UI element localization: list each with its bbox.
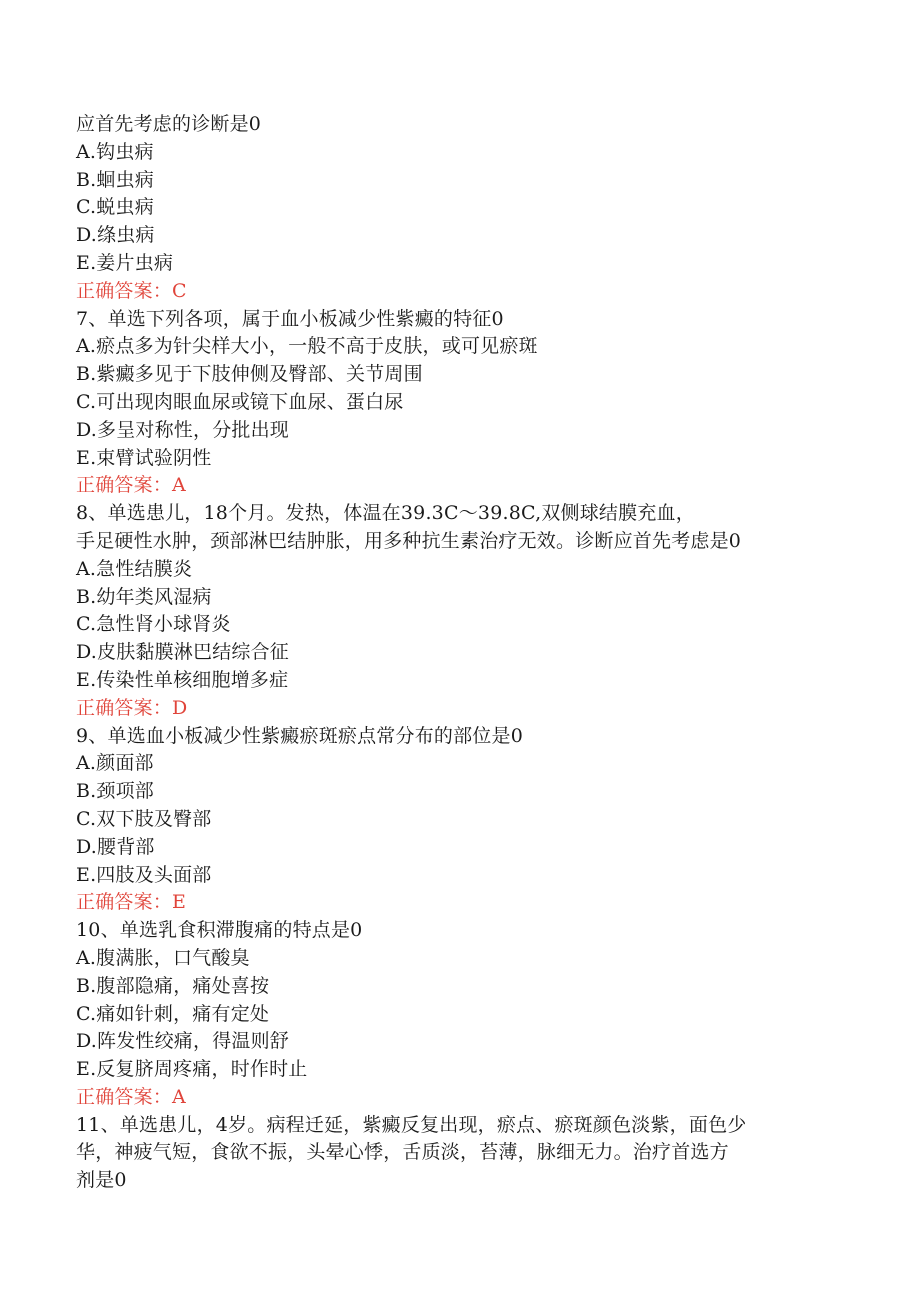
option-line: D.绦虫病 — [76, 224, 155, 247]
answer-line: 正确答案：A — [76, 1085, 186, 1108]
document-body — [76, 111, 856, 1195]
option-line: A.颜面部 — [76, 752, 154, 775]
option-line: E.束臂试验阴性 — [76, 446, 212, 469]
option-line: A.钩虫病 — [76, 140, 154, 163]
answer-line: 正确答案：A — [76, 474, 186, 497]
question-line: 10、单选乳食积滞腹痛的特点是0 — [76, 919, 363, 942]
option-line: B.颈项部 — [76, 780, 155, 803]
option-line: C.可出现肉眼血尿或镜下血尿、蛋白尿 — [76, 390, 404, 413]
option-line: A.急性结膜炎 — [76, 557, 193, 580]
option-line: D.皮肤黏膜淋巴结综合征 — [76, 641, 289, 664]
question-line: 7、单选下列各项，属于血小板减少性紫癜的特征0 — [76, 307, 504, 330]
option-line: B.紫癜多见于下肢伸侧及臀部、关节周围 — [76, 363, 423, 386]
option-line: C.双下肢及臀部 — [76, 807, 212, 830]
option-line: D.阵发性绞痛，得温则舒 — [76, 1030, 289, 1053]
option-line: E.反复脐周疼痛，时作时止 — [76, 1058, 308, 1081]
option-line: A.瘀点多为针尖样大小，一般不高于皮肤，或可见瘀斑 — [76, 335, 538, 358]
option-line: B.幼年类风湿病 — [76, 585, 212, 608]
question-line: 华，神疲气短，食欲不振，头晕心悸，舌质淡，苔薄，脉细无力。治疗首选方 — [76, 1141, 729, 1164]
option-line: D.多呈对称性，分批出现 — [76, 418, 289, 441]
question-line: 手足硬性水肿，颈部淋巴结肿胀，用多种抗生素治疗无效。诊断应首先考虑是0 — [76, 529, 742, 552]
option-line: E.四肢及头面部 — [76, 863, 212, 886]
option-line: D.腰背部 — [76, 835, 155, 858]
option-line: C.急性肾小球肾炎 — [76, 613, 231, 636]
option-line: C.蜕虫病 — [76, 196, 154, 219]
question-line: 8、单选患儿，18个月。发热，体温在39.3C～39.8C,双侧球结膜充血， — [76, 502, 695, 525]
answer-line: 正确答案：E — [76, 891, 187, 914]
question-line: 剂是0 — [76, 1169, 127, 1192]
option-line: C.痛如针刺，痛有定处 — [76, 1002, 270, 1025]
answer-line: 正确答案：C — [76, 279, 187, 302]
option-line: B.腹部隐痛，痛处喜按 — [76, 974, 270, 997]
option-line: E.传染性单核细胞增多症 — [76, 668, 289, 691]
option-line: A.腹满胀，口气酸臭 — [76, 946, 250, 969]
option-line: B.蛔虫病 — [76, 168, 155, 191]
answer-line: 正确答案：D — [76, 696, 188, 719]
question-line: 应首先考虑的诊断是0 — [76, 113, 262, 135]
question-line: 9、单选血小板减少性紫癜瘀斑瘀点常分布的部位是0 — [76, 724, 523, 747]
option-line: E.姜片虫病 — [76, 251, 174, 274]
question-line: 11、单选患儿，4岁。病程迁延，紫癜反复出现，瘀点、瘀斑颜色淡紫，面色少 — [76, 1113, 747, 1136]
